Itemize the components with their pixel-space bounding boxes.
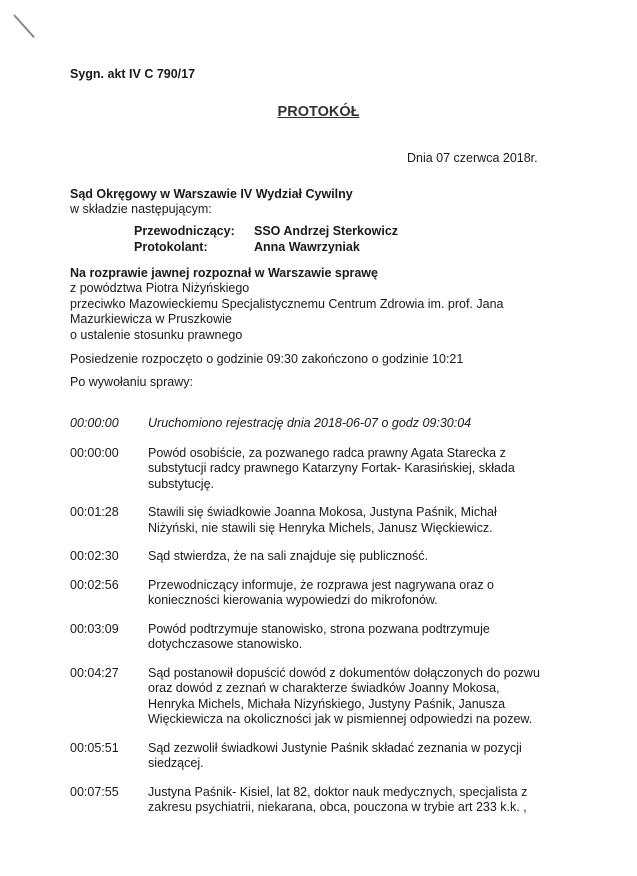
log-time: 00:00:00 xyxy=(70,416,119,430)
log-text xyxy=(148,741,550,772)
log-time: 00:00:00 xyxy=(70,445,119,460)
log-time: 00:05:51 xyxy=(70,740,119,755)
log-text xyxy=(148,416,550,432)
log-time: 00:04:27 xyxy=(70,665,119,680)
hearing-log xyxy=(70,403,550,816)
log-entry xyxy=(70,549,550,565)
log-entry xyxy=(70,505,550,536)
log-text-line: siedzącej. xyxy=(148,756,204,770)
case-signature: Sygn. akt IV C 790/17 xyxy=(70,67,196,81)
panel-row-chair xyxy=(134,223,398,239)
court-panel xyxy=(134,223,398,255)
log-text-line: substytucji radcy prawnego Katarzyny Fortak- Karasińskiej, składa xyxy=(148,461,515,475)
panel-role: Protokolant: xyxy=(134,240,208,254)
log-text-line: Sąd stwierdza, że na sali znajduje się publiczność. xyxy=(148,549,429,563)
log-entry xyxy=(70,666,550,728)
session-times: Posiedzenie rozpoczęto o godzinie 09:30 zakończono o godzinie 10:21 xyxy=(70,352,464,366)
log-text-line: oraz dowód z zeznań w charakterze świadków Joanny Mokosa, xyxy=(148,681,500,695)
staple-mark xyxy=(13,14,35,38)
case-line: o ustalenie stosunku prawnego xyxy=(70,327,243,342)
log-text-line: konieczności kierowania wypowiedzi do mikrofonów. xyxy=(148,593,438,607)
call-label: Po wywołaniu sprawy: xyxy=(70,375,193,389)
court-name: Sąd Okręgowy w Warszawie IV Wydział Cywilny xyxy=(70,187,353,201)
log-text-line: Przewodniczący informuje, że rozprawa jest nagrywana oraz o xyxy=(148,577,494,592)
log-text xyxy=(148,549,550,565)
composition-label: w składzie następującym: xyxy=(70,202,212,216)
log-entry xyxy=(70,578,550,609)
log-text xyxy=(148,622,550,653)
log-text-line: Uruchomiono rejestrację dnia 2018-06-07 o godz 09:30:04 xyxy=(148,416,472,430)
panel-row-clerk xyxy=(134,239,398,255)
log-entry xyxy=(70,741,550,772)
document-date: Dnia 07 czerwca 2018r. xyxy=(407,151,538,165)
log-entry xyxy=(70,416,550,432)
log-time: 00:07:55 xyxy=(70,784,119,799)
log-text-line: Powód osobiście, za pozwanego radca prawny Agata Starecka z xyxy=(148,445,506,460)
log-text-line: Powód podtrzymuje stanowisko, strona pozwana podtrzymuje xyxy=(148,621,490,636)
log-time: 00:02:56 xyxy=(70,577,119,592)
log-text-line: Justyna Paśnik- Kisiel, lat 82, doktor nauk medycznych, specjalista z xyxy=(148,784,528,799)
log-text-line: dotychczasowe stanowisko. xyxy=(148,637,303,651)
panel-person: Anna Wawrzyniak xyxy=(254,240,360,254)
document-title: PROTOKÓŁ xyxy=(277,104,360,120)
log-text-line: Niżyński, nie stawili się Henryka Michels, Janusz Więckiewicz. xyxy=(148,520,493,535)
log-text xyxy=(148,578,550,609)
log-time: 00:03:09 xyxy=(70,621,119,636)
log-entry xyxy=(70,785,550,816)
log-entry xyxy=(70,622,550,653)
log-text-line: Stawili się świadkowie Joanna Mokosa, Justyna Paśnik, Michał xyxy=(148,505,497,519)
case-details xyxy=(70,281,590,343)
log-text-line: Sąd zezwolił świadkowi Justynie Paśnik składać zeznania w pozycji xyxy=(148,740,522,755)
log-text xyxy=(148,505,550,536)
case-line: przeciwko Mazowieckiemu Specjalistycznemu Centrum Zdrowia im. prof. Jana xyxy=(70,296,504,311)
log-text xyxy=(148,785,550,816)
log-time: 00:01:28 xyxy=(70,505,119,519)
log-text-line: Henryka Michels, Michała Nizyńskiego, Justyny Paśnik, Janusza xyxy=(148,696,506,711)
panel-person: SSO Andrzej Sterkowicz xyxy=(254,224,399,238)
log-text xyxy=(148,666,550,728)
log-text-line: zakresu psychiatrii, niekarana, obca, pouczona w trybie art 233 k.k. , xyxy=(148,800,527,814)
panel-role: Przewodniczący: xyxy=(134,224,235,238)
log-text-line: Więckiewicza na okoliczności jak w pismiennej odpowiedzi na pozew. xyxy=(148,712,533,726)
log-text-line: Sąd postanowił dopuścić dowód z dokumentów dołączonych do pozwu xyxy=(148,665,540,680)
log-time: 00:02:30 xyxy=(70,549,119,563)
log-text xyxy=(148,446,550,493)
case-line: Mazurkiewicza w Pruszkowie xyxy=(70,312,232,326)
case-line: z powództwa Piotra Niżyńskiego xyxy=(70,281,250,295)
log-text-line: substytucję. xyxy=(148,476,215,491)
hearing-heading: Na rozprawie jawnej rozpoznał w Warszawie sprawę xyxy=(70,266,378,280)
log-entry xyxy=(70,446,550,493)
